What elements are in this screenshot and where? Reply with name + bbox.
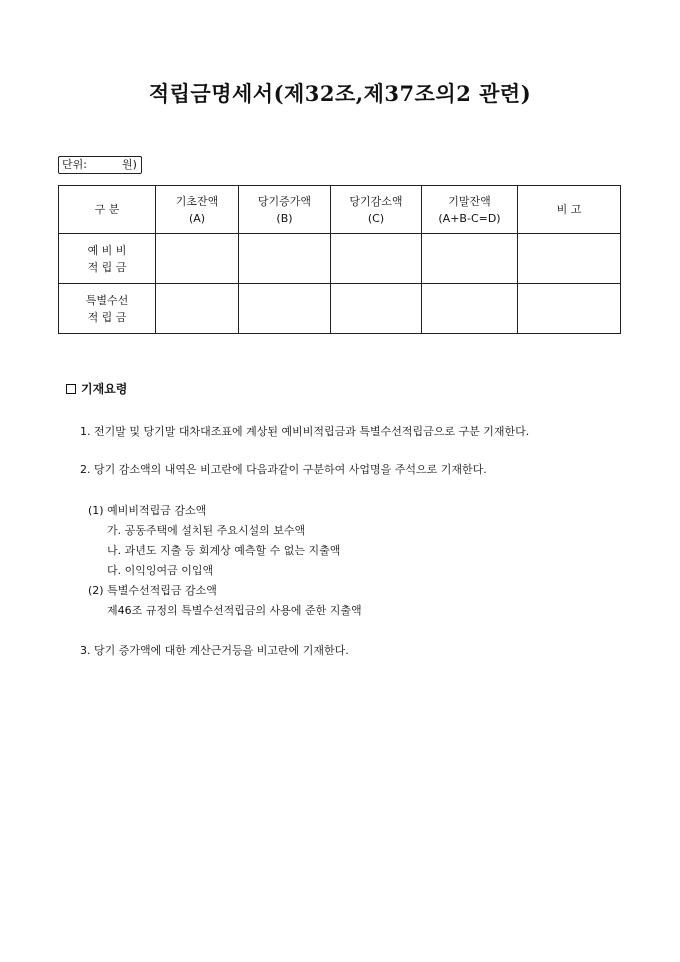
header-remarks: 비 고: [518, 186, 621, 234]
cell-empty: [331, 234, 422, 284]
header-closing-balance: 기말잔액 (A+B-C=D): [422, 186, 518, 234]
sub-item-1: (1) 예비비적립금 감소액: [88, 504, 207, 517]
table-row: [59, 234, 621, 284]
instruction-item-1: 1. 전기말 및 당기말 대차대조표에 계상된 예비비적립금과 특별수선적립금으로 구분 기재한다.: [80, 425, 530, 438]
table-row: [59, 284, 621, 334]
cell-empty: [156, 284, 239, 334]
cell-empty: [239, 234, 331, 284]
header-decrease: 당기감소액 (C): [331, 186, 422, 234]
section-title: 기재요령: [66, 380, 127, 397]
cell-empty: [518, 234, 621, 284]
unit-value: 원: [121, 158, 133, 171]
instruction-item-2: 2. 당기 감소액의 내역은 비고란에 다음과같이 구분하여 사업명을 주석으로 기재한다.: [80, 463, 487, 476]
document-title: 적립금명세서(제32조,제37조의2 관련): [148, 81, 532, 106]
cell-empty: [331, 284, 422, 334]
table-header-row: [59, 186, 621, 234]
row-label-repair-reserve: 특별수선 적 립 금: [59, 284, 156, 334]
unit-label: 단위:: [62, 158, 87, 171]
unit-box: 단위: 원): [58, 156, 142, 174]
instruction-item-3: 3. 당기 증가액에 대한 계산근거등을 비고란에 기재한다.: [80, 644, 349, 657]
header-category: 구 분: [59, 186, 156, 234]
sub-item-1b: 나. 과년도 지출 등 회계상 예측할 수 없는 지출액: [107, 544, 341, 557]
header-opening-balance: 기초잔액 (A): [156, 186, 239, 234]
sub-item-1c: 다. 이익잉여금 이입액: [107, 564, 214, 577]
sub-item-1a: 가. 공동주택에 설치된 주요시설의 보수액: [107, 524, 306, 537]
row-label-reserve: 예 비 비 적 립 금: [59, 234, 156, 284]
cell-empty: [156, 234, 239, 284]
cell-empty: [422, 284, 518, 334]
square-bullet-icon: [66, 384, 76, 394]
header-increase: 당기증가액 (B): [239, 186, 331, 234]
cell-empty: [239, 284, 331, 334]
sub-item-2a: 제46조 규정의 특별수선적립금의 사용에 준한 지출액: [107, 604, 362, 617]
cell-empty: [518, 284, 621, 334]
reserve-table: [58, 185, 621, 334]
cell-empty: [422, 234, 518, 284]
sub-item-2: (2) 특별수선적립금 감소액: [88, 584, 217, 597]
